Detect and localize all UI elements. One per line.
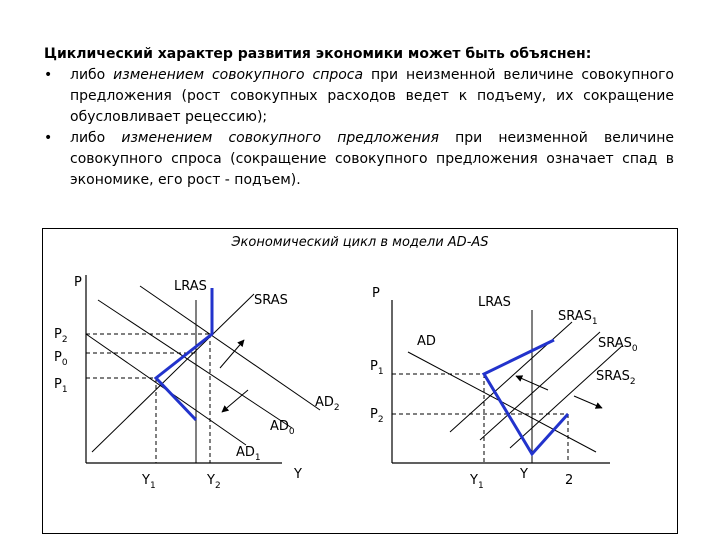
left-sras-line xyxy=(92,294,254,452)
bullet-marker: • xyxy=(44,130,53,146)
left-p2-label: $P_2$ xyxy=(54,327,68,345)
left-p0-label: $P_0$ xyxy=(54,350,68,368)
left-ad2-label: $AD_2$ xyxy=(315,395,340,413)
left-shift-arrow-down xyxy=(222,390,248,412)
bullet-text-post: при неизменной величине совокупного предложения (рост совокупных расходов ведет к подъему, их сокращение обусловливает рецессию); xyxy=(70,67,674,125)
bullet-text-emphasis: изменением совокупного предложения xyxy=(121,130,439,146)
right-sras1-line xyxy=(450,322,572,432)
left-ad1-label: $AD_1$ xyxy=(236,445,261,463)
left-y-axis-label: Y xyxy=(294,467,302,482)
right-p-axis-label: P xyxy=(372,286,380,301)
bullet-text-pre: либо xyxy=(70,67,114,83)
right-cycle-path xyxy=(484,340,568,454)
right-chart xyxy=(370,286,638,491)
left-y1-label: $Y_1$ xyxy=(142,473,156,491)
figure-caption: Экономический цикл в модели AD-AS xyxy=(231,235,489,250)
left-sras-label: SRAS xyxy=(254,293,288,308)
left-cycle-path xyxy=(156,288,212,420)
right-shift-arrow-right xyxy=(574,396,602,408)
right-sras0-label: $SRAS_0$ xyxy=(598,336,638,354)
right-y-axis-label: Y xyxy=(520,467,528,482)
left-shift-arrow-up xyxy=(220,340,244,368)
right-y2-sub-label: 2 xyxy=(565,473,574,488)
left-chart xyxy=(54,275,340,491)
left-lras-label: LRAS xyxy=(174,279,207,294)
left-y2-label: $Y_2$ xyxy=(207,473,221,491)
right-p2-label: $P_2$ xyxy=(370,407,384,425)
bullet-text-emphasis: изменением совокупного спроса xyxy=(113,67,364,83)
heading: Циклический характер развития экономики может быть объяснен: xyxy=(44,46,592,62)
bullet-text-pre: либо xyxy=(70,130,122,146)
right-p1-label: $P_1$ xyxy=(370,359,384,377)
right-ad-label: AD xyxy=(417,334,436,349)
left-guide-lines xyxy=(86,334,210,463)
right-y1-label: $Y_1$ xyxy=(470,473,484,491)
bullet-marker: • xyxy=(44,67,53,83)
right-sras1-label: $SRAS_1$ xyxy=(558,309,598,327)
left-p-axis-label: P xyxy=(74,275,82,290)
right-sras2-line xyxy=(510,346,622,448)
right-sras2-label: $SRAS_2$ xyxy=(596,369,636,387)
left-ad0-line xyxy=(98,300,292,428)
left-ad0-label: $AD_0$ xyxy=(270,419,295,437)
bullet-text-post: при неизменной величине совокупного спроса (сокращение совокупного предложения означает спад в экономике, его рост - подъем). xyxy=(70,130,674,188)
right-lras-label: LRAS xyxy=(478,295,511,310)
left-p1-label: $P_1$ xyxy=(54,377,68,395)
